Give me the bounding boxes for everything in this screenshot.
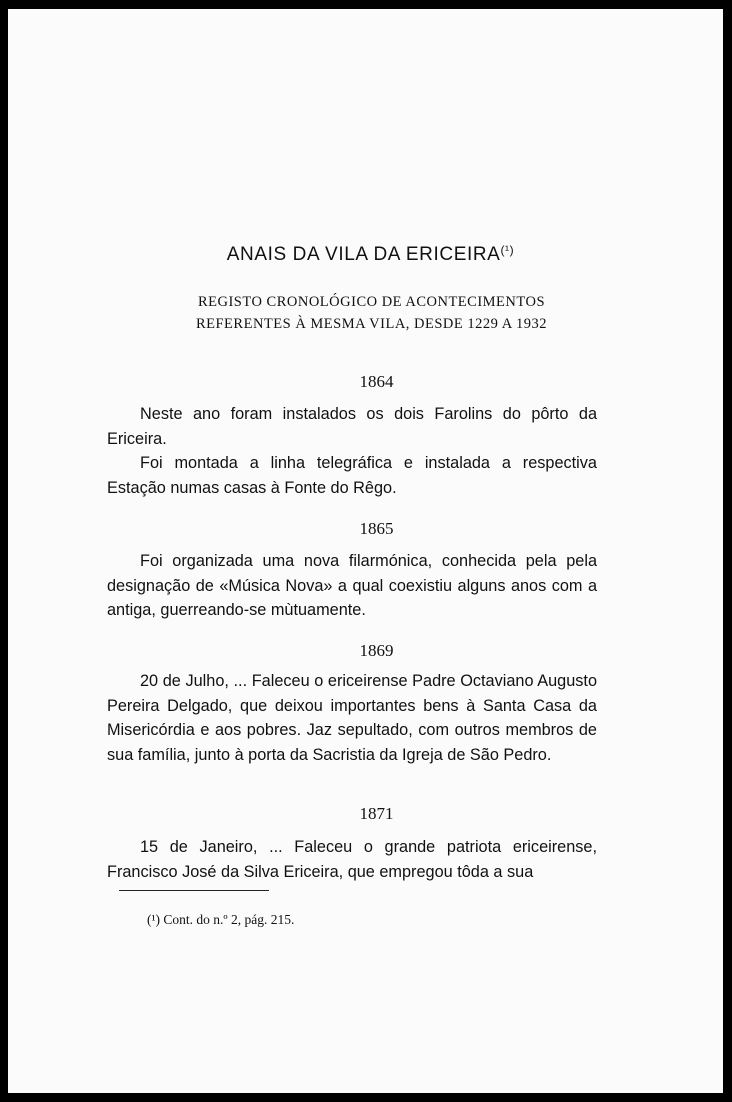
year-heading-1865: 1865 xyxy=(359,519,394,538)
footnote: (¹) Cont. do n.º 2, pág. 215. xyxy=(147,912,295,927)
paragraph-1871-francisco-jose: 15 de Janeiro, ... Faleceu o grande patriota ericeirense, Francisco José da Silva Ericeira, que empregou tôda a sua xyxy=(107,838,597,881)
title-text: ANAIS DA VILA DA ERICEIRA xyxy=(226,244,501,265)
paragraph-1865-filarmonica: Foi organizada uma nova filarmónica, conhecida pela pela designação de «Música Nova» a qual coexistiu alguns anos com a antiga, guerreando-se mùtuamente. xyxy=(107,552,597,619)
year-heading-1864: 1864 xyxy=(359,372,394,391)
page-title xyxy=(8,243,723,266)
paragraph-1869-padre-octaviano: 20 de Julho, ... Faleceu o ericeirense Padre Octaviano Augusto Pereira Delgado, que deixou importantes bens à Santa Casa da Misericórdia e aos pobres. Jaz sepultado, com outros membros de sua família, junto à porta da Sacristia da Igreja de São Pedro. xyxy=(107,672,597,764)
document-page xyxy=(8,9,723,1093)
paragraph-1864-telegrafo: Foi montada a linha telegráfica e instalada a respectiva Estação numas casas à Fonte do Rêgo. xyxy=(107,454,597,497)
year-heading-1871: 1871 xyxy=(359,804,394,823)
subtitle-line-1: REGISTO CRONOLÓGICO DE ACONTECIMENTOS xyxy=(197,294,546,310)
year-heading-1869: 1869 xyxy=(359,641,394,660)
paragraph-1864-farolins: Neste ano foram instalados os dois Farolins do pôrto da Ericeira. xyxy=(107,405,597,448)
footnote-reference: (¹) xyxy=(500,243,515,257)
footnote-divider xyxy=(119,890,269,891)
subtitle-line-2: REFERENTES À MESMA VILA, DESDE 1229 A 1932 xyxy=(195,316,548,332)
